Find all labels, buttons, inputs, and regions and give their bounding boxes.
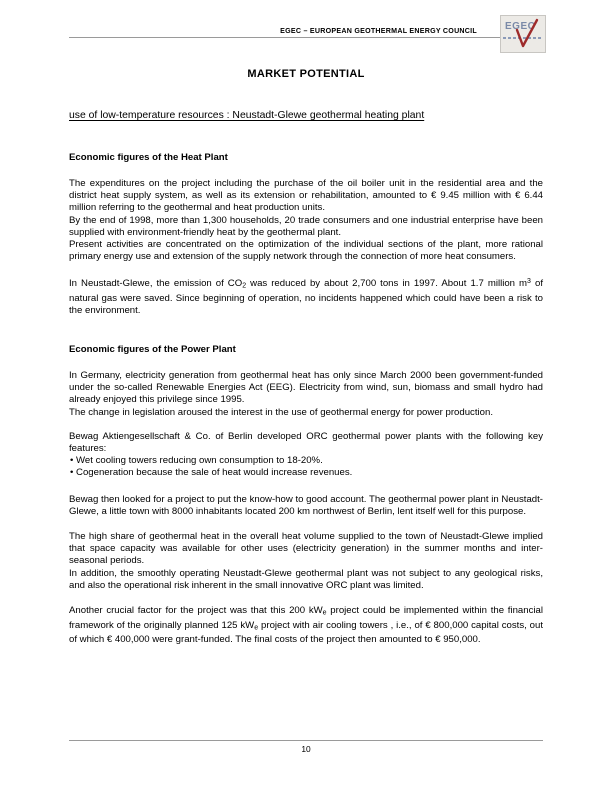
co2-text-part-b: was reduced by about 2,700 tons in 1997. About 1.7 million m bbox=[246, 278, 528, 289]
kwe-text-part-a: Another crucial factor for the project was that this 200 kW bbox=[69, 605, 323, 616]
paragraph-text: The expenditures on the project including the purchase of the oil boiler unit in the residential area and the district heat supply system, as well as its extension or rehabilitation, amounted to € 9.45 million with € 6.44 million referring to the geothermal and heat production units. bbox=[69, 178, 543, 214]
heat-plant-paragraph-4 bbox=[69, 276, 543, 317]
page-header bbox=[69, 26, 543, 38]
heat-plant-paragraph-1 bbox=[69, 178, 543, 214]
svg-text:EGEC: EGEC bbox=[505, 21, 536, 32]
paragraph-text: The high share of geothermal heat in the overall heat volume supplied to the town of Neustadt-Glewe implied that space capacity was available for other uses (electricity generation) in the summer months and inter-seasonal periods. bbox=[69, 531, 543, 567]
egec-logo bbox=[500, 15, 546, 53]
power-plant-paragraph-6 bbox=[69, 568, 543, 592]
header-title: EGEC – EUROPEAN GEOTHERMAL ENERGY COUNCIL bbox=[280, 27, 477, 35]
kwe-subscript-1: e bbox=[322, 609, 327, 617]
power-plant-heading-text: Economic figures of the Power Plant bbox=[69, 344, 236, 355]
footer-divider bbox=[69, 740, 543, 741]
power-plant-paragraph-2 bbox=[69, 407, 543, 419]
kwe-text-part-c: project with air cooling towers , i.e., of € 800,000 capital costs, out of which € 400,000 were grant-funded. The final costs of the project then amounted to € 950,000. bbox=[69, 619, 543, 646]
co2-text-part-c: of natural gas were saved. Since beginning of operation, no incidents happened which could have been a risk to the environment. bbox=[69, 278, 543, 316]
paragraph-text: Bewag then looked for a project to put the know-how to good account. The geothermal power plant in Neustadt- Glewe, a little town with 8000 inhabitants located 200 km northwest of Berlin, lent itself well for this purpose. bbox=[69, 494, 543, 518]
egec-logo-graphic bbox=[501, 16, 545, 52]
co2-subscript: 2 bbox=[242, 282, 247, 290]
power-plant-paragraph-1 bbox=[69, 370, 543, 406]
power-plant-paragraph-4 bbox=[69, 494, 543, 518]
paragraph-text: In addition, the smoothly operating Neustadt-Glewe geothermal plant was not subject to any geological risks, and also the operational risk inherent in the small innovative ORC plant was limited. bbox=[69, 568, 543, 592]
page-subtitle: use of low-temperature resources : Neustadt-Glewe geothermal heating plant bbox=[69, 110, 425, 121]
list-item: • Cogeneration because the sale of heat would increase revenues. bbox=[70, 467, 353, 479]
paragraph-text-kwe bbox=[69, 605, 543, 646]
heat-plant-paragraph-3 bbox=[69, 239, 543, 263]
heat-plant-paragraph-2 bbox=[69, 215, 543, 239]
section-power-plant-heading bbox=[69, 344, 543, 355]
power-plant-paragraph-5 bbox=[69, 531, 543, 567]
power-plant-paragraph-3 bbox=[69, 431, 543, 455]
kwe-subscript-2: e bbox=[254, 624, 259, 632]
section-heat-plant-heading bbox=[69, 152, 543, 163]
paragraph-text-co2 bbox=[69, 276, 543, 317]
power-plant-bullet-list bbox=[69, 455, 543, 479]
power-plant-paragraph-7 bbox=[69, 605, 543, 646]
paragraph-text: Present activities are concentrated on the optimization of the individual sections of the plant, more rational primary energy use and extension of the supply network through the connection of more heat consumers. bbox=[69, 239, 543, 263]
page-title: MARKET POTENTIAL bbox=[247, 68, 365, 80]
cubic-meter-superscript: 3 bbox=[527, 278, 531, 285]
heat-plant-heading-text: Economic figures of the Heat Plant bbox=[69, 152, 228, 163]
page-number: 10 bbox=[301, 744, 311, 754]
paragraph-text: Bewag Aktiengesellschaft & Co. of Berlin developed ORC geothermal power plants with the following key features: bbox=[69, 431, 543, 455]
co2-text-part-a: In Neustadt-Glewe, the emission of CO bbox=[69, 278, 243, 289]
list-item: • Wet cooling towers reducing own consumption to 18-20%. bbox=[70, 455, 323, 466]
header-divider bbox=[69, 37, 543, 38]
kwe-text-part-b: project could be implemented within the financial framework of the originally planned 125 kW bbox=[69, 605, 543, 631]
paragraph-text: By the end of 1998, more than 1,300 households, 20 trade consumers and one industrial enterprise have been supplied with environment-friendly heat by the geothermal plant. bbox=[69, 215, 543, 239]
paragraph-text: The change in legislation aroused the interest in the use of geothermal energy for power production. bbox=[69, 407, 493, 418]
paragraph-text: In Germany, electricity generation from geothermal heat has only since March 2000 been government-funded under the so-called Renewable Energies Act (EEG). Electricity from wind, sun, biomass and small hydro had already enjoyed this privilege since 1995. bbox=[69, 370, 543, 406]
